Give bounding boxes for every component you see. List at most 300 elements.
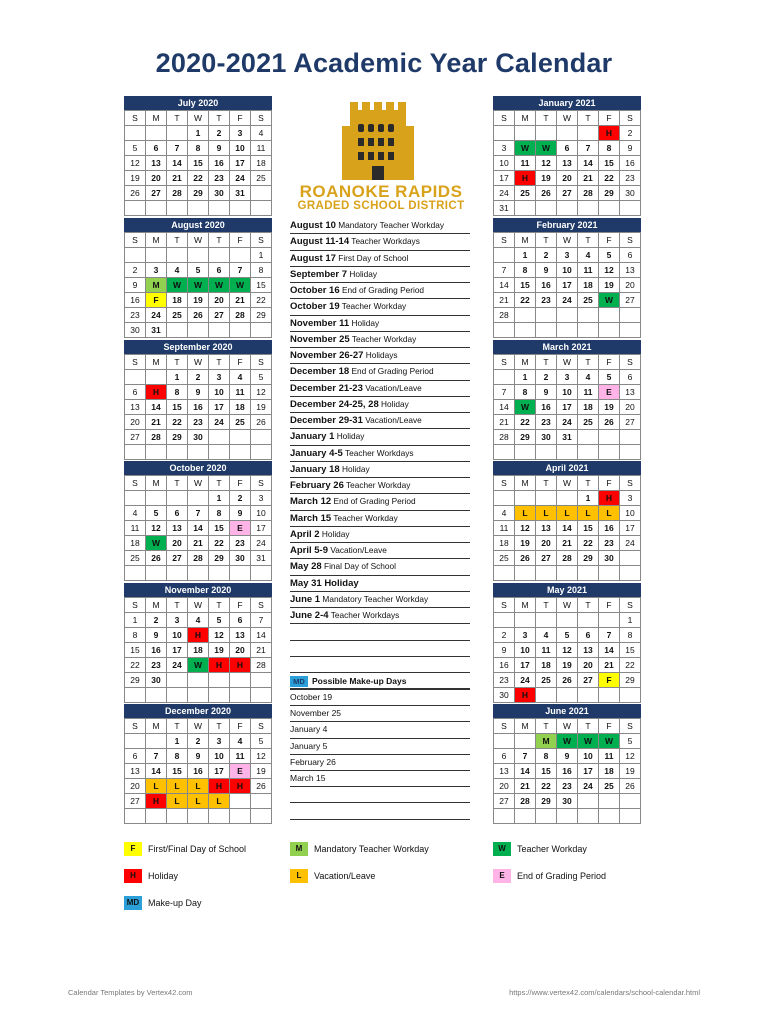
day-cell: 13	[494, 764, 515, 779]
day-cell: 13	[620, 263, 641, 278]
month-grid	[124, 475, 272, 581]
day-cell	[536, 126, 557, 141]
event-description: Holiday	[341, 463, 370, 474]
day-cell: 21	[557, 536, 578, 551]
weekday-header: T	[167, 111, 188, 126]
day-cell: 12	[620, 749, 641, 764]
day-cell	[536, 491, 557, 506]
day-cell: 25	[599, 779, 620, 794]
weekday-header: S	[125, 719, 146, 734]
day-cell: L	[536, 506, 557, 521]
day-cell	[599, 201, 620, 216]
day-cell: 13	[230, 628, 251, 643]
day-cell: 5	[599, 370, 620, 385]
day-cell: 19	[125, 171, 146, 186]
day-cell: 23	[599, 536, 620, 551]
day-cell: 17	[620, 521, 641, 536]
footer-left[interactable]: Calendar Templates by Vertex42.com	[68, 988, 193, 997]
day-cell: 3	[209, 370, 230, 385]
day-cell: 19	[599, 400, 620, 415]
day-cell: L	[557, 506, 578, 521]
weekday-header: S	[125, 111, 146, 126]
weekday-header: M	[146, 719, 167, 734]
event-description: Holiday	[381, 398, 409, 409]
day-cell: 24	[620, 536, 641, 551]
weekday-header: W	[557, 719, 578, 734]
month-header: February 2021	[493, 218, 641, 232]
day-cell: 26	[251, 779, 272, 794]
day-cell: W	[536, 141, 557, 156]
day-cell	[167, 688, 188, 703]
day-cell: H	[188, 628, 209, 643]
day-cell: 12	[599, 263, 620, 278]
event-description: Holiday	[351, 317, 380, 328]
weekday-header: S	[494, 355, 515, 370]
day-cell	[125, 126, 146, 141]
day-cell	[557, 323, 578, 338]
event-date: January 18	[290, 463, 340, 475]
footer-right[interactable]: https://www.vertex42.com/calendars/school-calendar.html	[509, 988, 700, 997]
weekday-header: S	[125, 598, 146, 613]
day-cell	[620, 551, 641, 566]
day-cell: M	[146, 278, 167, 293]
day-cell	[188, 809, 209, 824]
day-cell: 29	[515, 430, 536, 445]
day-cell: 18	[599, 764, 620, 779]
day-cell: 15	[599, 156, 620, 171]
day-cell: 12	[251, 749, 272, 764]
day-cell	[557, 126, 578, 141]
day-cell: 9	[230, 506, 251, 521]
day-cell: 28	[146, 430, 167, 445]
day-cell: 11	[578, 385, 599, 400]
day-cell: 2	[125, 263, 146, 278]
day-cell: 22	[620, 658, 641, 673]
day-cell: 30	[599, 551, 620, 566]
weekday-header: M	[515, 476, 536, 491]
day-cell: 17	[515, 658, 536, 673]
weekday-header: W	[188, 598, 209, 613]
day-cell: 17	[209, 764, 230, 779]
day-cell: 7	[167, 141, 188, 156]
day-cell	[188, 566, 209, 581]
day-cell	[536, 688, 557, 703]
day-cell: 21	[578, 171, 599, 186]
day-cell: 24	[557, 415, 578, 430]
day-cell: 6	[557, 141, 578, 156]
day-cell	[494, 566, 515, 581]
month-grid	[493, 110, 641, 216]
day-cell	[251, 688, 272, 703]
day-cell: 10	[167, 628, 188, 643]
weekday-header: M	[146, 598, 167, 613]
day-cell: 7	[494, 263, 515, 278]
day-cell: 29	[620, 673, 641, 688]
day-cell: 28	[494, 430, 515, 445]
month-grid	[493, 232, 641, 338]
event-row	[290, 657, 470, 673]
day-cell: 11	[599, 749, 620, 764]
day-cell: 18	[536, 658, 557, 673]
day-cell	[578, 430, 599, 445]
weekday-header: S	[251, 719, 272, 734]
weekday-header: M	[146, 476, 167, 491]
day-cell	[515, 126, 536, 141]
day-cell: 14	[494, 278, 515, 293]
day-cell: 17	[209, 400, 230, 415]
day-cell	[620, 566, 641, 581]
day-cell	[167, 491, 188, 506]
day-cell: 3	[515, 628, 536, 643]
day-cell	[557, 201, 578, 216]
day-cell: 12	[515, 521, 536, 536]
weekday-header: S	[620, 233, 641, 248]
weekday-header: T	[209, 355, 230, 370]
event-date: April 2	[290, 528, 320, 540]
month-november-2020	[124, 583, 272, 703]
day-cell: 18	[230, 400, 251, 415]
day-cell: 6	[230, 613, 251, 628]
day-cell	[167, 445, 188, 460]
day-cell	[620, 809, 641, 824]
day-cell: 1	[209, 491, 230, 506]
weekday-header: W	[188, 233, 209, 248]
day-cell: 7	[515, 749, 536, 764]
day-cell: 19	[209, 643, 230, 658]
day-cell: 21	[515, 779, 536, 794]
day-cell: 6	[125, 385, 146, 400]
day-cell: 28	[188, 551, 209, 566]
day-cell	[251, 430, 272, 445]
day-cell: 22	[125, 658, 146, 673]
weekday-header: T	[209, 719, 230, 734]
day-cell: 21	[167, 171, 188, 186]
day-cell: 8	[515, 385, 536, 400]
legend-swatch-h: H	[124, 869, 142, 883]
day-cell: 19	[515, 536, 536, 551]
day-cell: 15	[188, 156, 209, 171]
event-row	[290, 381, 470, 397]
day-cell: 11	[230, 749, 251, 764]
day-cell: 5	[599, 248, 620, 263]
weekday-header: T	[167, 233, 188, 248]
day-cell: 5	[188, 263, 209, 278]
event-date: March 12	[290, 496, 332, 508]
day-cell	[578, 323, 599, 338]
day-cell: 25	[536, 673, 557, 688]
day-cell: 25	[230, 415, 251, 430]
day-cell	[515, 613, 536, 628]
day-cell: 3	[557, 370, 578, 385]
day-cell: 14	[251, 628, 272, 643]
day-cell: 4	[188, 613, 209, 628]
day-cell: 2	[188, 734, 209, 749]
weekday-header: T	[578, 233, 599, 248]
weekday-header: T	[578, 111, 599, 126]
month-header: October 2020	[124, 461, 272, 475]
day-cell: 12	[125, 156, 146, 171]
day-cell: 21	[494, 415, 515, 430]
day-cell: 7	[251, 613, 272, 628]
event-date: May 28	[290, 561, 322, 573]
day-cell	[167, 248, 188, 263]
day-cell: 16	[209, 156, 230, 171]
day-cell: 26	[620, 779, 641, 794]
day-cell: 9	[494, 643, 515, 658]
makeup-day-row: January 5	[290, 739, 470, 755]
day-cell	[125, 809, 146, 824]
day-cell: H	[230, 658, 251, 673]
event-row	[290, 478, 470, 494]
day-cell	[230, 673, 251, 688]
makeup-day-row: November 25	[290, 706, 470, 722]
event-row	[290, 446, 470, 462]
day-cell: F	[146, 293, 167, 308]
day-cell: 6	[125, 749, 146, 764]
day-cell: 11	[536, 643, 557, 658]
day-cell: 27	[125, 430, 146, 445]
day-cell	[188, 201, 209, 216]
day-cell: 7	[230, 263, 251, 278]
day-cell: 9	[146, 628, 167, 643]
event-date: August 17	[290, 252, 336, 264]
event-row	[290, 576, 470, 592]
day-cell: 20	[146, 171, 167, 186]
day-cell	[557, 688, 578, 703]
day-cell	[146, 201, 167, 216]
day-cell: 8	[167, 385, 188, 400]
day-cell	[125, 370, 146, 385]
weekday-header: S	[494, 719, 515, 734]
day-cell: 14	[599, 643, 620, 658]
event-row	[290, 364, 470, 380]
day-cell: 19	[251, 400, 272, 415]
day-cell: 11	[578, 263, 599, 278]
day-cell: 4	[578, 370, 599, 385]
day-cell: 19	[557, 658, 578, 673]
weekday-header: F	[230, 719, 251, 734]
day-cell: 10	[251, 506, 272, 521]
weekday-header: W	[188, 719, 209, 734]
day-cell: 19	[251, 764, 272, 779]
day-cell: 19	[536, 171, 557, 186]
day-cell: 13	[620, 385, 641, 400]
legend-swatch-w: W	[493, 842, 511, 856]
day-cell: 10	[578, 749, 599, 764]
day-cell	[494, 126, 515, 141]
event-row	[290, 527, 470, 543]
day-cell: 3	[620, 491, 641, 506]
event-description: End of Grading Period	[351, 366, 434, 377]
day-cell	[578, 308, 599, 323]
weekday-header: T	[578, 719, 599, 734]
day-cell: 21	[251, 643, 272, 658]
day-cell: 31	[146, 323, 167, 338]
day-cell: 23	[620, 171, 641, 186]
day-cell: W	[146, 536, 167, 551]
day-cell	[557, 613, 578, 628]
day-cell	[230, 248, 251, 263]
event-description: Teacher Workday	[333, 512, 398, 523]
month-grid	[124, 354, 272, 460]
day-cell: H	[146, 385, 167, 400]
day-cell: 10	[209, 385, 230, 400]
day-cell: 6	[494, 749, 515, 764]
day-cell: 23	[494, 673, 515, 688]
weekday-header: F	[230, 598, 251, 613]
day-cell	[188, 491, 209, 506]
day-cell: 2	[536, 370, 557, 385]
day-cell: 26	[599, 415, 620, 430]
legend-swatch-l: L	[290, 869, 308, 883]
day-cell: 15	[125, 643, 146, 658]
day-cell: 24	[167, 658, 188, 673]
day-cell: 21	[146, 415, 167, 430]
day-cell	[125, 491, 146, 506]
day-cell: 28	[494, 308, 515, 323]
legend-swatch-m: M	[290, 842, 308, 856]
day-cell: W	[230, 278, 251, 293]
day-cell	[230, 794, 251, 809]
weekday-header: S	[251, 233, 272, 248]
day-cell	[125, 201, 146, 216]
day-cell: 10	[557, 385, 578, 400]
day-cell: 5	[209, 613, 230, 628]
day-cell: 25	[578, 293, 599, 308]
event-row	[290, 316, 470, 332]
day-cell: 20	[494, 779, 515, 794]
month-may-2021	[493, 583, 641, 703]
day-cell: 16	[599, 521, 620, 536]
district-logo	[292, 96, 470, 214]
day-cell	[536, 809, 557, 824]
day-cell: 26	[125, 186, 146, 201]
day-cell: 16	[188, 400, 209, 415]
day-cell: 26	[251, 415, 272, 430]
day-cell	[167, 201, 188, 216]
event-date: December 24-25, 28	[290, 398, 379, 410]
event-date: June 2-4	[290, 610, 329, 621]
day-cell: 24	[209, 415, 230, 430]
day-cell: W	[557, 734, 578, 749]
day-cell: 1	[515, 370, 536, 385]
weekday-header: T	[536, 598, 557, 613]
day-cell	[578, 445, 599, 460]
event-row	[290, 234, 470, 250]
day-cell: H	[146, 794, 167, 809]
day-cell: 13	[536, 521, 557, 536]
day-cell: 10	[515, 643, 536, 658]
event-date: June 1	[290, 593, 321, 605]
legend-holiday	[124, 869, 178, 883]
day-cell: 30	[125, 323, 146, 338]
day-cell: 27	[146, 186, 167, 201]
day-cell: 20	[578, 658, 599, 673]
day-cell	[209, 688, 230, 703]
day-cell	[188, 673, 209, 688]
event-description: Holiday	[321, 528, 350, 539]
makeup-day-row: October 19	[290, 690, 470, 706]
day-cell: 5	[146, 506, 167, 521]
day-cell	[515, 323, 536, 338]
month-grid	[124, 232, 272, 338]
day-cell: 30	[188, 430, 209, 445]
weekday-header: F	[230, 111, 251, 126]
day-cell	[599, 430, 620, 445]
day-cell	[125, 688, 146, 703]
day-cell: 26	[557, 673, 578, 688]
day-cell	[251, 673, 272, 688]
legend-swatch-e: E	[493, 869, 511, 883]
day-cell: E	[599, 385, 620, 400]
day-cell: 1	[620, 613, 641, 628]
event-row	[290, 641, 470, 657]
day-cell: 2	[620, 126, 641, 141]
day-cell: 8	[167, 749, 188, 764]
day-cell: 22	[209, 536, 230, 551]
event-row	[290, 413, 470, 429]
weekday-header: M	[146, 111, 167, 126]
day-cell: 11	[515, 156, 536, 171]
event-description: Teacher Workday	[346, 480, 411, 490]
day-cell	[167, 673, 188, 688]
day-cell: 1	[578, 491, 599, 506]
month-grid	[493, 597, 641, 703]
day-cell	[230, 323, 251, 338]
day-cell: 1	[515, 248, 536, 263]
event-date: December 29-31	[290, 415, 363, 426]
day-cell: 23	[146, 658, 167, 673]
day-cell: 13	[167, 521, 188, 536]
day-cell: 14	[557, 521, 578, 536]
day-cell: 16	[536, 400, 557, 415]
day-cell	[599, 688, 620, 703]
day-cell: 7	[599, 628, 620, 643]
event-row	[290, 218, 470, 234]
makeup-header	[290, 674, 470, 690]
day-cell: 15	[536, 764, 557, 779]
legend-label: Teacher Workday	[517, 844, 587, 854]
day-cell	[251, 201, 272, 216]
day-cell: 9	[557, 749, 578, 764]
day-cell: 2	[230, 491, 251, 506]
day-cell	[230, 566, 251, 581]
day-cell: 9	[125, 278, 146, 293]
day-cell: 22	[167, 415, 188, 430]
day-cell	[515, 445, 536, 460]
day-cell: 28	[515, 794, 536, 809]
month-march-2021	[493, 340, 641, 460]
day-cell: 3	[494, 141, 515, 156]
day-cell: 17	[167, 643, 188, 658]
month-grid	[493, 475, 641, 581]
weekday-header: W	[557, 111, 578, 126]
day-cell: 20	[620, 278, 641, 293]
event-row	[290, 251, 470, 267]
day-cell: 9	[188, 749, 209, 764]
day-cell: 28	[230, 308, 251, 323]
legend-swatch-f: F	[124, 842, 142, 856]
day-cell: 9	[620, 141, 641, 156]
day-cell: 18	[578, 278, 599, 293]
day-cell: 11	[494, 521, 515, 536]
weekday-header: F	[230, 476, 251, 491]
day-cell	[599, 308, 620, 323]
day-cell: 18	[494, 536, 515, 551]
day-cell: 13	[146, 156, 167, 171]
day-cell	[578, 566, 599, 581]
day-cell	[599, 566, 620, 581]
